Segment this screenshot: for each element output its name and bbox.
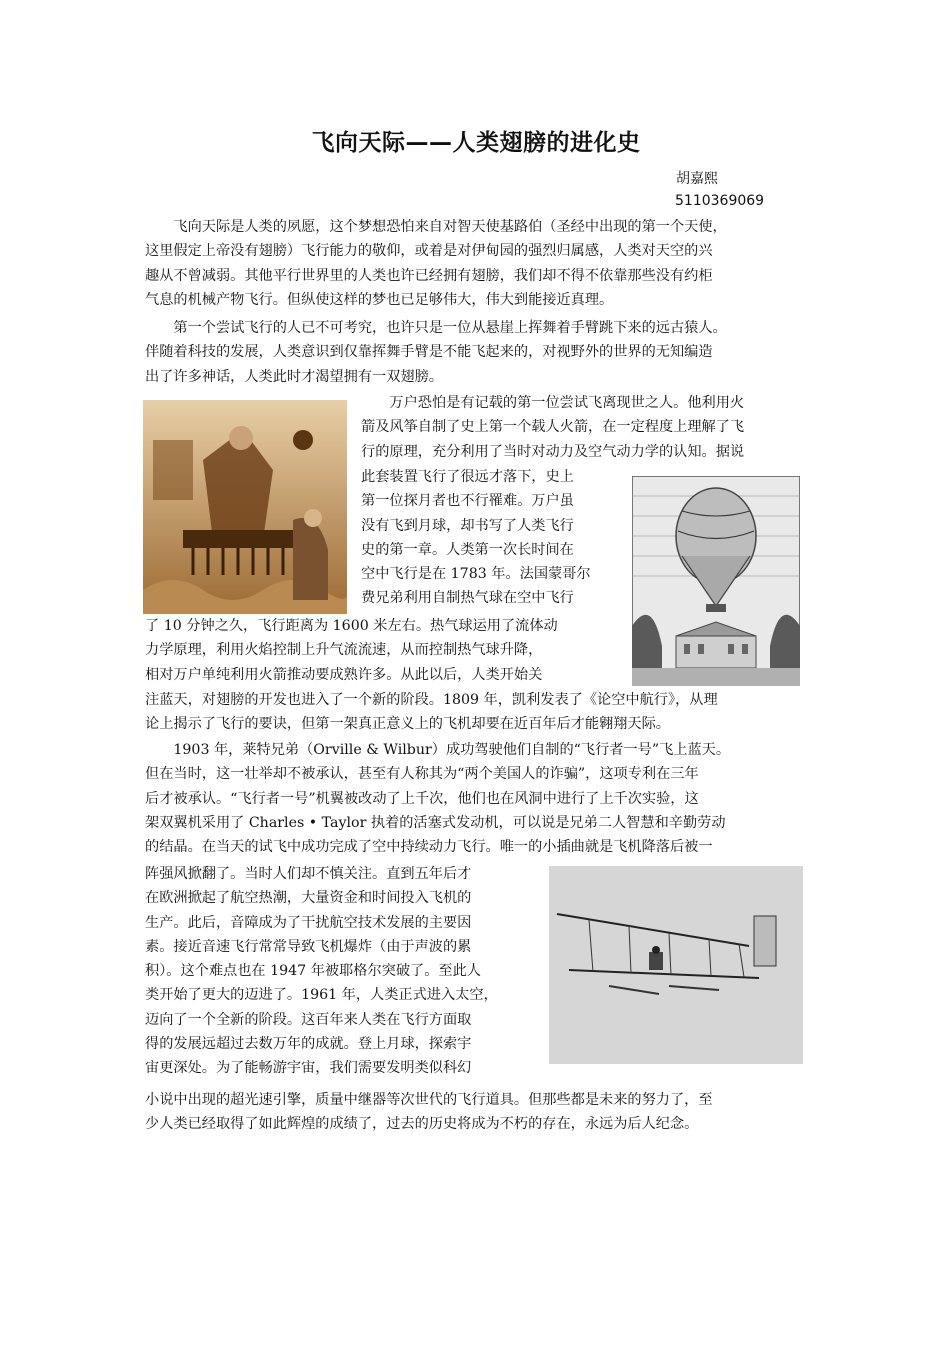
biplane-icon bbox=[549, 866, 803, 1064]
text-line: 万户恐怕是有记载的第一位尝试飞离现世之人。他利用火 bbox=[361, 395, 745, 411]
paragraph-4 bbox=[145, 738, 812, 859]
text-line: 了 10 分钟之久，飞行距离为 1600 米左右。热气球运用了流体动 bbox=[145, 618, 558, 634]
text-line: 这里假定上帝没有翅膀）飞行能力的敬仰，或着是对伊甸园的强烈归属感，人类对天空的兴 bbox=[145, 243, 713, 260]
hot-air-balloon-icon bbox=[632, 476, 800, 686]
text-line: 气息的机械产物飞行。但纵使这样的梦也已足够伟大，伟大到能接近真理。 bbox=[145, 291, 614, 308]
text-line: 的结晶。在当天的试飞中成功完成了空中持续动力飞行。唯一的小插曲就是飞机降落后被一 bbox=[145, 839, 713, 856]
text-line: 飞向天际是人类的夙愿，这个梦想恐怕来自对智天使基路伯（圣经中出现的第一个天使， bbox=[145, 219, 727, 235]
document-title: 飞向天际——人类翅膀的进化史 bbox=[311, 130, 641, 156]
paragraph-1 bbox=[145, 215, 812, 312]
text-line: 素。接近音速飞行常常导致飞机爆炸（由于声波的累 bbox=[145, 938, 472, 955]
author-name: 胡嘉熙 bbox=[676, 171, 718, 187]
text-line: 第一位探月者也不行罹难。万户虽 bbox=[361, 493, 574, 510]
text-line: 箭及风筝自制了史上第一个载人火箭，在一定程度上理解了飞 bbox=[361, 419, 745, 436]
balloon-engraving bbox=[632, 476, 800, 686]
paragraph-4-end bbox=[145, 1088, 812, 1137]
text-line: 注蓝天，对翅膀的开发也进入了一个新的阶段。1809 年，凯利发表了《论空中航行》，从理 bbox=[145, 692, 718, 708]
text-line: 没有飞到月球，却书写了人类飞行 bbox=[361, 517, 574, 534]
text-line: 少人类已经取得了如此辉煌的成绩了，过去的历史将成为不朽的存在，永远为后人纪念。 bbox=[145, 1116, 699, 1133]
text-line: 行的原理，充分利用了当时对动力及空气动力学的认知。据说 bbox=[361, 443, 745, 460]
text-line: 阵强风掀翻了。当时人们却不慎关注。直到五年后才 bbox=[145, 866, 472, 882]
text-line: 空中飞行是在 1783 年。法国蒙哥尔 bbox=[361, 566, 591, 583]
text-line: 后才被承认。“飞行者一号”机翼被改动了上千次，他们也在风洞中进行了上千次实验，这 bbox=[145, 790, 699, 807]
text-line: 小说中出现的超光速引擎，质量中继器等次世代的飞行道具。但那些都是未来的努力了，至 bbox=[145, 1092, 713, 1108]
text-line: 伴随着科技的发展，人类意识到仅靠挥舞手臂是不能飞起来的，对视野外的世界的无知编造 bbox=[145, 344, 713, 361]
text-line: 论上揭示了飞行的要诀，但第一架真正意义上的飞机却要在近百年后才能翱翔天际。 bbox=[145, 716, 670, 733]
text-line: 史的第一章。人类第一次长时间在 bbox=[361, 541, 574, 558]
text-line: 积）。这个难点也在 1947 年被耶格尔突破了。至此人 bbox=[145, 963, 481, 980]
paragraph-2 bbox=[145, 316, 812, 389]
text-line: 架双翼机采用了 Charles • Taylor 执着的活塞式发动机，可以说是兄弟二人智慧和辛勤劳动 bbox=[145, 814, 726, 831]
text-line: 出了许多神话，人类此时才渴望拥有一双翅膀。 bbox=[145, 368, 443, 385]
text-line: 力学原理，利用火焰控制上升气流流速，从而控制热气球升降， bbox=[145, 642, 543, 659]
paragraph-3-middle bbox=[361, 465, 620, 611]
text-line: 趣从不曾减弱。其他平行世界里的人类也许已经拥有翅膀，我们却不得不依靠那些没有约柜 bbox=[145, 267, 713, 284]
text-line: 迈向了一个全新的阶段。这百年来人类在飞行方面取 bbox=[145, 1011, 472, 1028]
text-line: 但在当时，这一壮举却不被承认，甚至有人称其为“两个美国人的诈骗”，这项专利在三年 bbox=[145, 766, 699, 783]
paragraph-3-lower bbox=[145, 614, 620, 687]
text-line: 费兄弟利用自制热气球在空中飞行 bbox=[361, 590, 574, 607]
wright-flyer-photo bbox=[549, 866, 803, 1064]
text-line: 类开始了更大的迈进了。1961 年，人类正式进入太空， bbox=[145, 987, 498, 1004]
text-line: 第一个尝试飞行的人已不可考究，也许只是一位从悬崖上挥舞着手臂跳下来的远古猿人。 bbox=[145, 320, 727, 336]
paragraph-3-end bbox=[145, 688, 812, 737]
text-line: 得的发展远超过去数万年的成就。登上月球，探索宇 bbox=[145, 1036, 472, 1053]
text-line: 在欧洲掀起了航空热潮，大量资金和时间投入飞机的 bbox=[145, 890, 472, 907]
wan-hu-illustration bbox=[143, 400, 347, 614]
paragraph-3-top bbox=[361, 391, 812, 464]
text-line: 宙更深处。为了能畅游宇宙，我们需要发明类似科幻 bbox=[145, 1060, 472, 1077]
text-line: 相对万户单纯利用火箭推动要成熟许多。从此以后，人类开始关 bbox=[145, 666, 543, 683]
wan-hu-rocket-chair-icon bbox=[143, 400, 347, 614]
text-line: 生产。此后，音障成为了干扰航空技术发展的主要因 bbox=[145, 914, 472, 931]
text-line: 此套装置飞行了很远才落下，史上 bbox=[361, 469, 574, 485]
paragraph-4-left bbox=[145, 862, 535, 1081]
text-line: 1903 年，莱特兄弟（Orville & Wilbur）成功驾驶他们自制的“飞行者一号”飞上蓝天。 bbox=[145, 742, 731, 758]
student-id: 5110369069 bbox=[675, 193, 765, 209]
